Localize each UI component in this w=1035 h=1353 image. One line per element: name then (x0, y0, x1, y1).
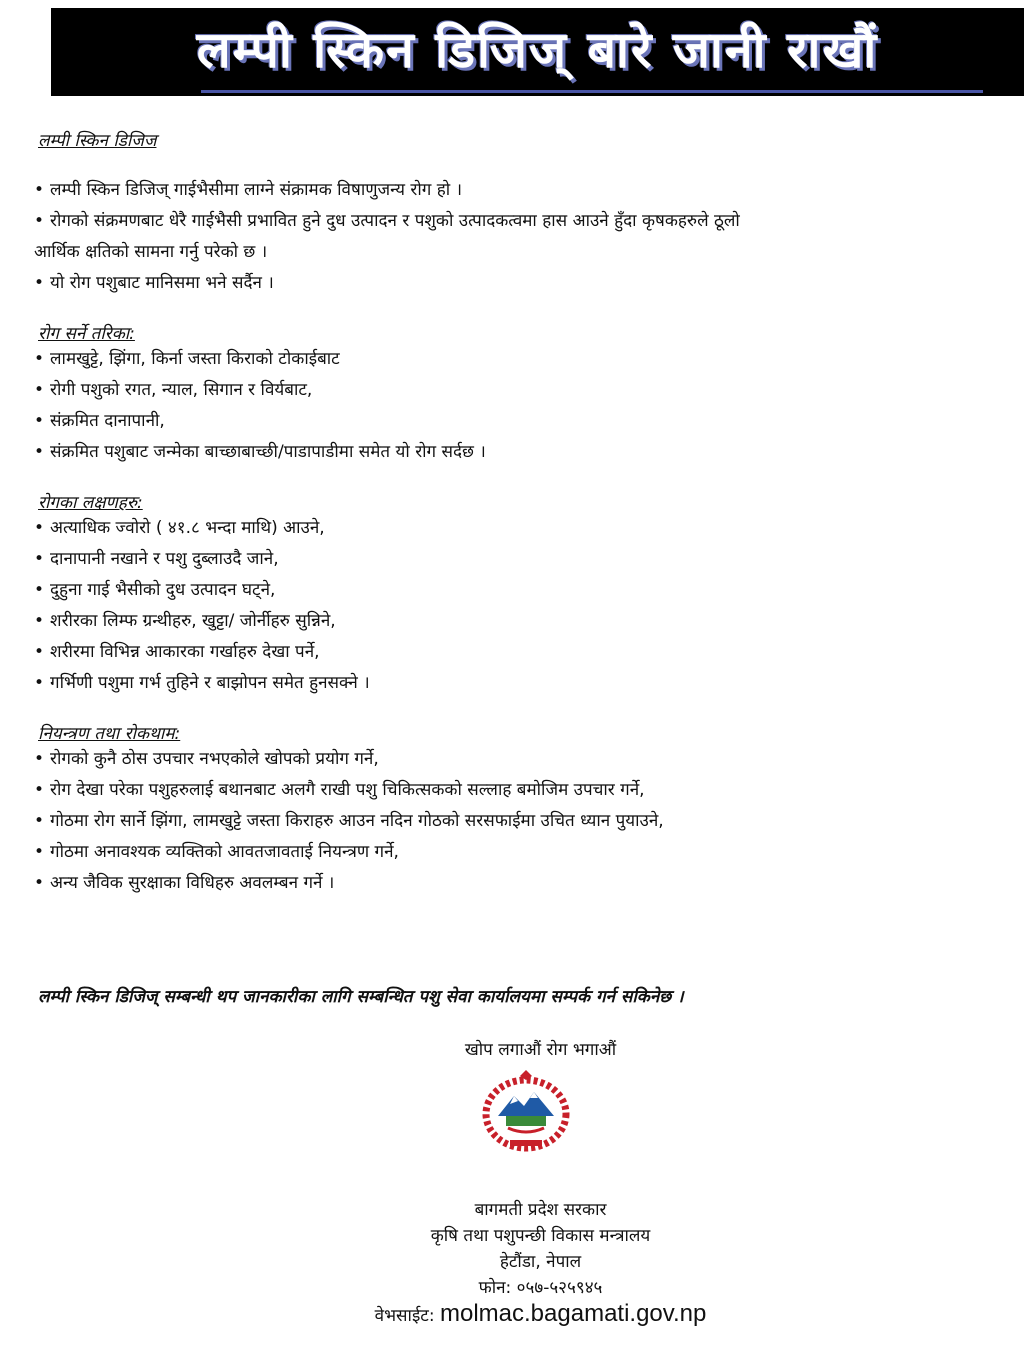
list-item: • गोठमा अनावश्यक व्यक्तिको आवतजावताई नियन्त्रण गर्ने, (34, 842, 399, 862)
government-emblem-icon (480, 1070, 572, 1152)
list-item: • लम्पी स्किन डिजिज् गाईभैसीमा लाग्ने संक्रामक विषाणुजन्य रोग हो । (34, 180, 463, 200)
main-content (34, 128, 1009, 899)
list-item: • रोगी पशुको रगत, न्याल, सिगान र विर्यबाट, (34, 380, 313, 400)
section-heading-symptoms: रोगका लक्षणहरु: (38, 493, 143, 513)
footer-website-line (46, 1301, 1035, 1329)
closing-note: लम्पी स्किन डिजिज् सम्बन्धी थप जानकारीका लागि सम्बन्धित पशु सेवा कार्यालयमा सम्पर्क गर्न सकिनेछ । (38, 987, 684, 1007)
list-item: • अत्याधिक ज्वोरो ( ४१.८ भन्दा माथि) आउने, (34, 518, 325, 538)
footer (0, 1197, 1035, 1329)
footer-ministry: कृषि तथा पशुपन्छी विकास मन्त्रालय (430, 1226, 651, 1246)
list-item: • रोगको संक्रमणबाट धेरै गाईभैसी प्रभावित हुने दुध उत्पादन र पशुको उत्पादकत्वमा हास आउने हुँदा कृषकहरुले ठूलो (34, 211, 740, 231)
list-item: • गोठमा रोग सार्ने झिंगा, लामखुट्टे जस्ता किराहरु आउन नदिन गोठको सरसफाईमा उचित ध्यान पुयाउने, (34, 811, 664, 831)
list-item: • अन्य जैविक सुरक्षाका विधिहरु अवलम्बन गर्ने । (34, 873, 335, 893)
section-heading-control: नियन्त्रण तथा रोकथाम: (38, 724, 181, 744)
section-heading-spread: रोग सर्ने तरिका: (38, 324, 135, 344)
title-banner (51, 8, 1024, 96)
list-item: • लामखुट्टे, झिंगा, किर्ना जस्ता किराको टोकाईबाट (34, 349, 340, 369)
footer-phone: फोन: ०५७-५२५९४५ (478, 1278, 603, 1298)
list-item: • यो रोग पशुबाट मानिसमा भने सर्दैन । (34, 273, 274, 293)
slogan: खोप लगाऔं रोग भगाऔं (464, 1040, 617, 1060)
list-item: • संक्रमित दानापानी, (34, 411, 165, 431)
list-item-continuation: आर्थिक क्षतिको सामना गर्नु परेको छ । (34, 242, 268, 262)
title-underline (201, 90, 983, 93)
website-label: वेभसाईट: (374, 1306, 435, 1326)
website-link[interactable]: molmac.bagamati.gov.np (440, 1300, 707, 1327)
list-item: • दानापानी नखाने र पशु दुब्लाउदै जाने, (34, 549, 279, 569)
footer-location: हेटौंडा, नेपाल (499, 1252, 582, 1272)
list-item: • रोग देखा परेका पशुहरुलाई बथानबाट अलगै राखी पशु चिकित्सकको सल्लाह बमोजिम उपचार गर्ने, (34, 780, 645, 800)
list-item: • गर्भिणी पशुमा गर्भ तुहिने र बाझोपन समेत हुनसक्ने । (34, 673, 370, 693)
list-item: • रोगको कुनै ठोस उपचार नभएकोले खोपको प्रयोग गर्ने, (34, 749, 379, 769)
page-title: लम्पी स्किन डिजिज् बारे जानी राखौं (196, 21, 879, 79)
list-item: • शरीरका लिम्फ ग्रन्थीहरु, खुट्टा/ जोर्नीहरु सुन्निने, (34, 611, 336, 631)
list-item: • संक्रमित पशुबाट जन्मेका बाच्छाबाच्छी/पाडापाडीमा समेत यो रोग सर्दछ । (34, 442, 486, 462)
section-heading-intro: लम्पी स्किन डिजिज (38, 131, 157, 151)
footer-org: बागमती प्रदेश सरकार (474, 1200, 607, 1220)
list-item: • दुहुना गाई भैसीको दुध उत्पादन घट्ने, (34, 580, 276, 600)
list-item: • शरीरमा विभिन्न आकारका गर्खाहरु देखा पर्ने, (34, 642, 320, 662)
